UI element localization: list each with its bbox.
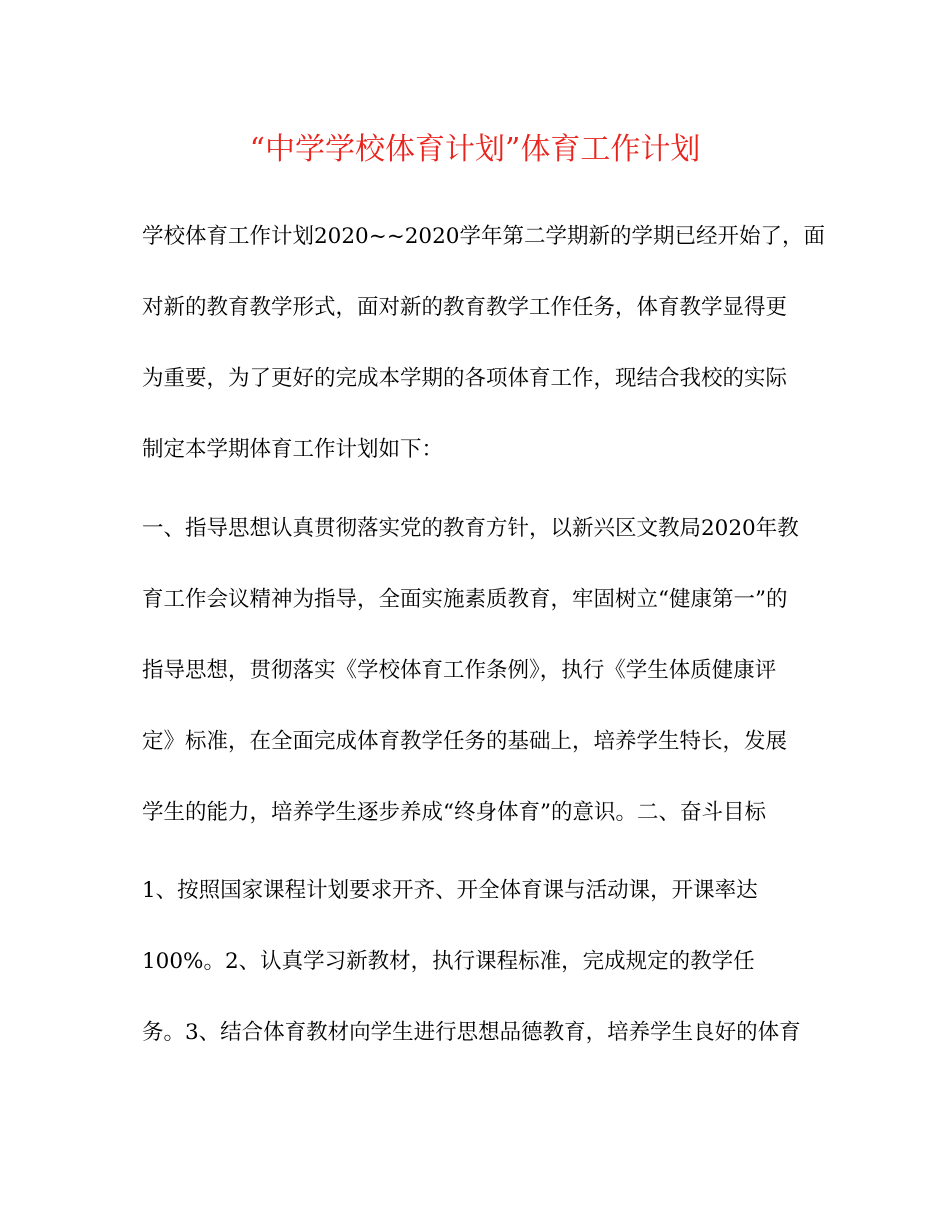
paragraph-line: 制定本学期体育工作计划如下：	[142, 437, 444, 462]
paragraph-line: 1、按照国家课程计划要求开齐、开全体育课与活动课，开课率达	[142, 878, 758, 903]
paragraph-line: 为重要，为了更好的完成本学期的各项体育工作，现结合我校的实际	[142, 366, 788, 391]
paragraph-line: 育工作会议精神为指导，全面实施素质教育，牢固树立“健康第一”的	[142, 587, 788, 612]
paragraph-line: 一、指导思想认真贯彻落实党的教育方针，以新兴区文教局2020年教	[142, 516, 799, 541]
paragraph-line: 100%。2、认真学习新教材，执行课程标准，完成规定的教学任	[142, 949, 755, 974]
paragraph-line: 务。3、结合体育教材向学生进行思想品德教育，培养学生良好的体育	[142, 1020, 801, 1045]
paragraph-line: 定》标准，在全面完成体育教学任务的基础上，培养学生特长，发展	[142, 729, 788, 754]
paragraph-line: 对新的教育教学形式，面对新的教育教学工作任务，体育教学显得更	[142, 295, 788, 320]
paragraph-line: 指导思想，贯彻落实《学校体育工作条例》，执行《学生体质健康评	[142, 658, 777, 683]
paragraph-line: 学生的能力，培养学生逐步养成“终身体育”的意识。二、奋斗目标	[142, 800, 766, 825]
document-title: “中学学校体育计划”体育工作计划	[249, 132, 701, 167]
paragraph-line: 学校体育工作计划2020~~2020学年第二学期新的学期已经开始了，面	[142, 224, 825, 249]
